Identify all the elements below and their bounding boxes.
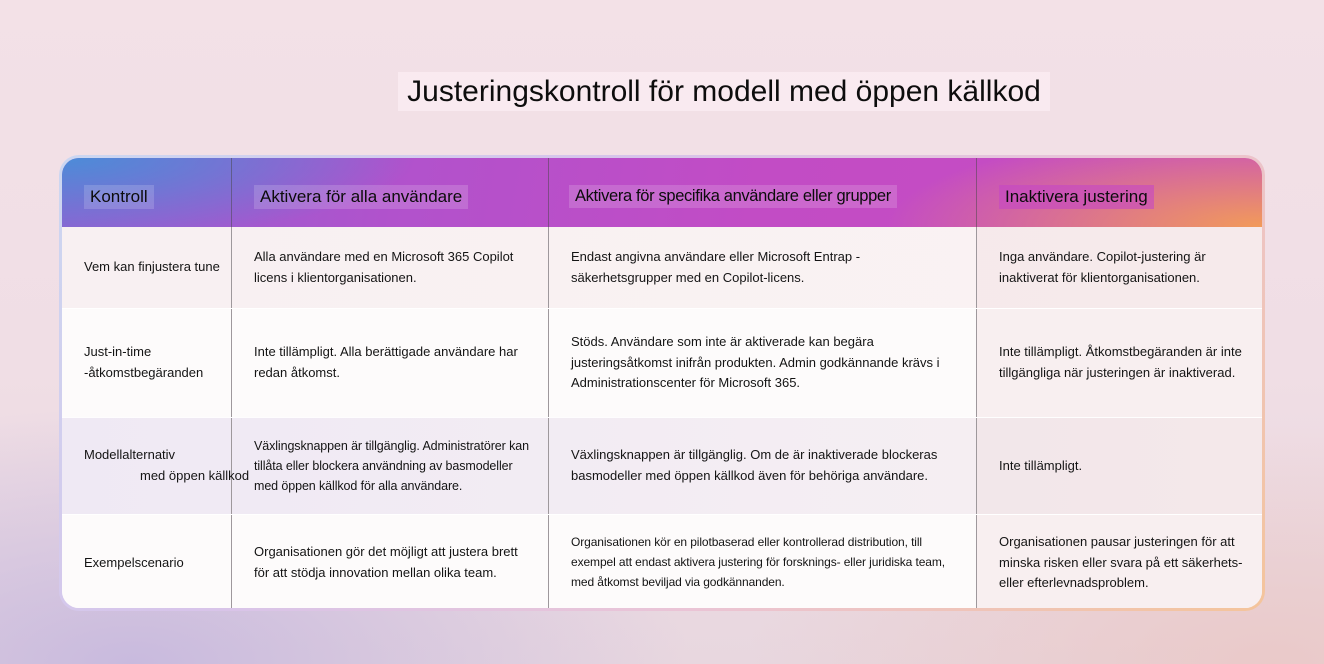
- cell-text: Inte tillämpligt. Åtkomstbegäranden är inte tillgängliga när justeringen är inaktiverad.: [999, 344, 1242, 380]
- table-header-row: [62, 158, 1262, 227]
- column-header-label: Kontroll: [84, 185, 154, 209]
- table-row-vem-kan-finjustera: [62, 227, 1262, 308]
- table-cell: [232, 227, 549, 308]
- row-label: Vem kan finjustera tune: [84, 259, 220, 275]
- table-card-border: [59, 155, 1265, 611]
- table: [62, 158, 1262, 608]
- table-cell: [977, 418, 1262, 514]
- cell-text: Alla användare med en Microsoft 365 Copilot licens i klientorganisationen.: [254, 248, 514, 285]
- row-label: Exempelscenario: [84, 554, 184, 570]
- column-header-kontroll: [62, 158, 232, 227]
- row-label: Just-in-time -åtkomstbegäranden: [84, 344, 204, 380]
- cell-text: Stöds. Användare som inte är aktiverade kan begära justeringsåtkomst inifrån produkten. Admin godkännande krävs i Administrationscenter för Microsoft 365.: [571, 334, 940, 391]
- table-cell: [232, 515, 549, 608]
- cell-text: Organisationen kör en pilotbaserad eller kontrollerad distribution, till exempel att endast aktivera justering för forsknings- eller juridiska team, med åtkomst beviljad via godkännanden.: [571, 535, 946, 589]
- row-label-cell: [62, 515, 232, 608]
- column-header-aktivera-alla: [232, 158, 549, 227]
- column-header-label: Inaktivera justering: [999, 185, 1154, 209]
- table-cell: [232, 418, 549, 514]
- column-header-inaktivera: [977, 158, 1262, 227]
- cell-text: Endast angivna användare eller Microsoft Entrap -säkerhetsgrupper med en Copilot-licens.: [571, 248, 861, 285]
- column-header-label: Aktivera för specifika användare eller grupper: [569, 185, 897, 208]
- cell-text: Organisationen pausar justeringen för att minska risken eller svara på ett säkerhets- eller efterlevnadsproblem.: [999, 534, 1243, 591]
- table-row-just-in-time: [62, 308, 1262, 417]
- table-cell: [977, 309, 1262, 417]
- table-cell: [232, 309, 549, 417]
- table-cell: [977, 515, 1262, 608]
- table-cell: [549, 227, 977, 308]
- table-cell: [549, 418, 977, 514]
- cell-text: Växlingsknappen är tillgänglig. Om de är inaktiverade blockeras basmodeller med öppen källkod även för behöriga användare.: [571, 447, 938, 483]
- cell-text: Inte tillämpligt. Alla berättigade användare har redan åtkomst.: [254, 344, 518, 380]
- row-label-cell: [62, 309, 232, 417]
- page-title-text: Justeringskontroll för modell med öppen källkod: [398, 72, 1050, 111]
- table-cell: [549, 515, 977, 608]
- table-cell: [549, 309, 977, 417]
- table-cell: [977, 227, 1262, 308]
- row-label-cell: [62, 227, 232, 308]
- cell-text: Organisationen gör det möjligt att justera brett för att stödja innovation mellan olika team.: [254, 544, 518, 580]
- page-title: [0, 74, 1324, 110]
- column-header-label: Aktivera för alla användare: [254, 185, 468, 209]
- row-label-cell: [62, 418, 250, 514]
- row-label-line1: Modellalternativ: [84, 447, 176, 463]
- row-label-line2: med öppen källkod: [140, 468, 250, 483]
- cell-text: Inte tillämpligt.: [999, 457, 1083, 473]
- cell-text: Växlingsknappen är tillgänglig. Administratörer kan tillåta eller blockera användning av basmodeller med öppen källkod för alla användare.: [254, 438, 529, 494]
- row-label: [84, 445, 249, 486]
- cell-text: Inga användare. Copilot-justering är inaktiverat för klientorganisationen.: [999, 248, 1206, 285]
- table-row-modellalternativ: [62, 417, 1262, 514]
- table-row-exempelscenario: [62, 514, 1262, 608]
- column-header-aktivera-specifika: [549, 158, 977, 227]
